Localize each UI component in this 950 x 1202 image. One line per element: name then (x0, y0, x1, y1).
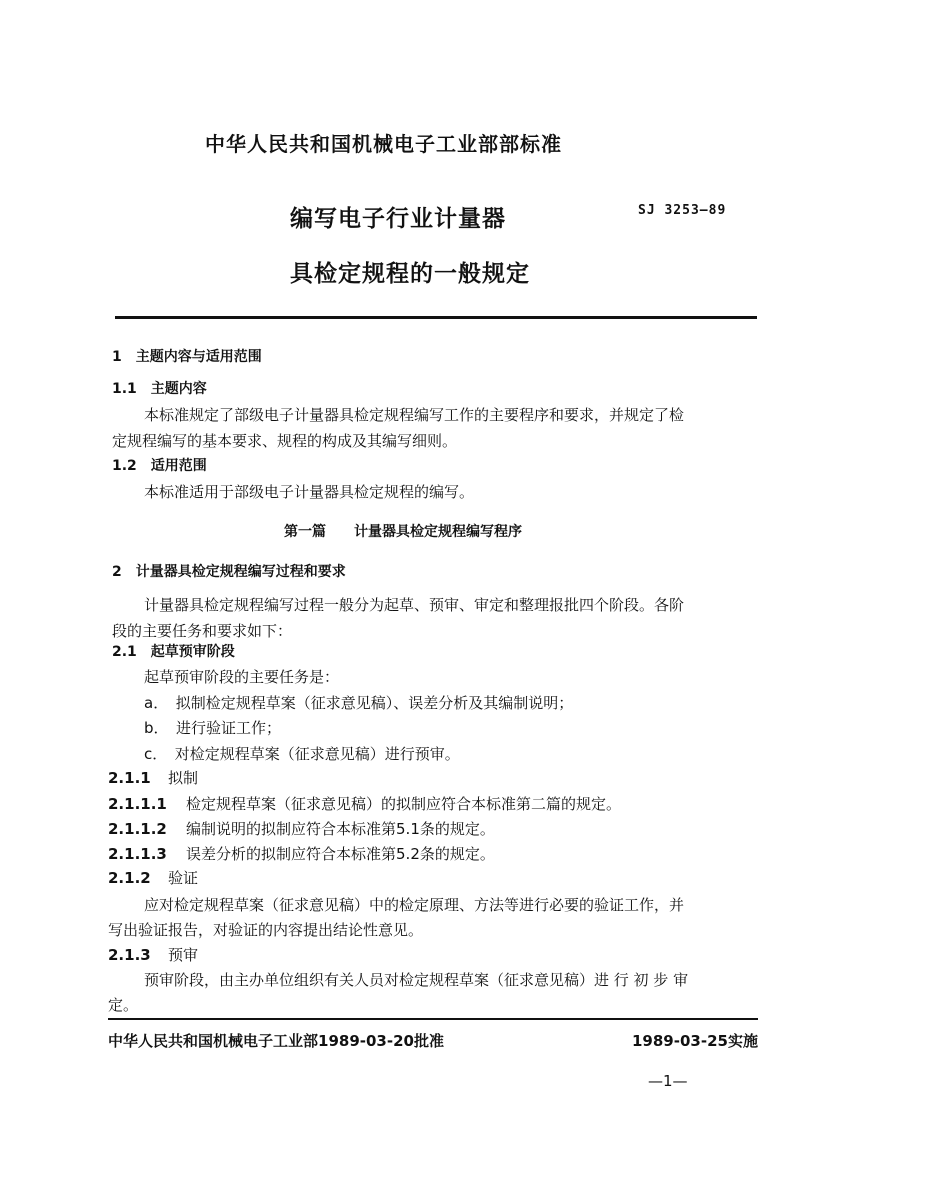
section-number: 2.1.1.2 (108, 820, 167, 838)
part-1-heading: 第一篇 计量器具检定规程编写程序 (284, 524, 522, 540)
document-title-line2: 具检定规程的一般规定 (290, 261, 530, 287)
paragraph-4: 起草预审阶段的主要任务是： (144, 668, 340, 686)
section-text: 误差分析的拟制应符合本标准第5.2条的规定。 (186, 845, 495, 863)
section-2-1-1-2 (108, 818, 495, 839)
paragraph-1-line1: 本标准规定了部级电子计量器具检定规程编写工作的主要程序和要求，并规定了检 (144, 406, 685, 424)
document-title-line1: 编写电子行业计量器 (290, 206, 506, 232)
section-title: 验证 (168, 869, 199, 887)
paragraph-5-line2: 写出验证报告，对验证的内容提出结论性意见。 (108, 921, 424, 939)
page-number: —1— (648, 1072, 688, 1090)
section-text: 编制说明的拟制应符合本标准第5.1条的规定。 (186, 820, 495, 838)
section-1-heading: 1 主题内容与适用范围 (112, 349, 262, 365)
standard-code: SJ 3253—89 (638, 203, 727, 218)
list-item-c: c． 对检定规程草案（征求意见稿）进行预审。 (144, 745, 460, 763)
paragraph-2: 本标准适用于部级电子计量器具检定规程的编写。 (144, 483, 475, 501)
list-item-b: b． 进行验证工作； (144, 719, 282, 737)
section-2-heading: 2 计量器具检定规程编写过程和要求 (112, 564, 346, 580)
paragraph-3-line1: 计量器具检定规程编写过程一般分为起草、预审、审定和整理报批四个阶段。各阶 (144, 596, 685, 614)
paragraph-3-line2: 段的主要任务和要求如下： (112, 622, 293, 640)
section-1-2-heading: 1.2 适用范围 (112, 458, 207, 474)
section-text: 检定规程草案（征求意见稿）的拟制应符合本标准第二篇的规定。 (186, 795, 622, 813)
section-2-1-1-1 (108, 793, 621, 814)
section-1-1-heading: 1.1 主题内容 (112, 381, 207, 397)
paragraph-6-line1: 预审阶段，由主办单位组织有关人员对检定规程草案（征求意见稿）进 行 初 步 审 (144, 971, 689, 989)
section-2-1-heading: 2.1 起草预审阶段 (112, 644, 235, 660)
section-title: 拟制 (168, 769, 199, 787)
paragraph-6-line2: 定。 (108, 996, 139, 1014)
list-item-a: a． 拟制检定规程草案（征求意见稿）、误差分析及其编制说明； (144, 694, 574, 712)
paragraph-1-line2: 定规程编写的基本要求、规程的构成及其编写细则。 (112, 432, 458, 450)
approval-line: 中华人民共和国机械电子工业部1989-03-20批准 (108, 1032, 444, 1050)
section-2-1-3-heading (108, 944, 198, 965)
section-number: 2.1.2 (108, 869, 151, 887)
implementation-date: 1989-03-25实施 (632, 1032, 758, 1050)
section-title: 预审 (168, 946, 199, 964)
bottom-divider (108, 1018, 758, 1020)
section-2-1-2-heading (108, 867, 198, 888)
ministry-standard-title: 中华人民共和国机械电子工业部部标准 (205, 132, 562, 156)
section-number: 2.1.1.3 (108, 845, 167, 863)
section-number: 2.1.3 (108, 946, 151, 964)
top-divider (115, 316, 757, 319)
section-number: 2.1.1 (108, 769, 151, 787)
section-number: 2.1.1.1 (108, 795, 167, 813)
section-2-1-1-3 (108, 843, 495, 864)
section-2-1-1-heading (108, 767, 198, 788)
paragraph-5-line1: 应对检定规程草案（征求意见稿）中的检定原理、方法等进行必要的验证工作，并 (144, 896, 685, 914)
